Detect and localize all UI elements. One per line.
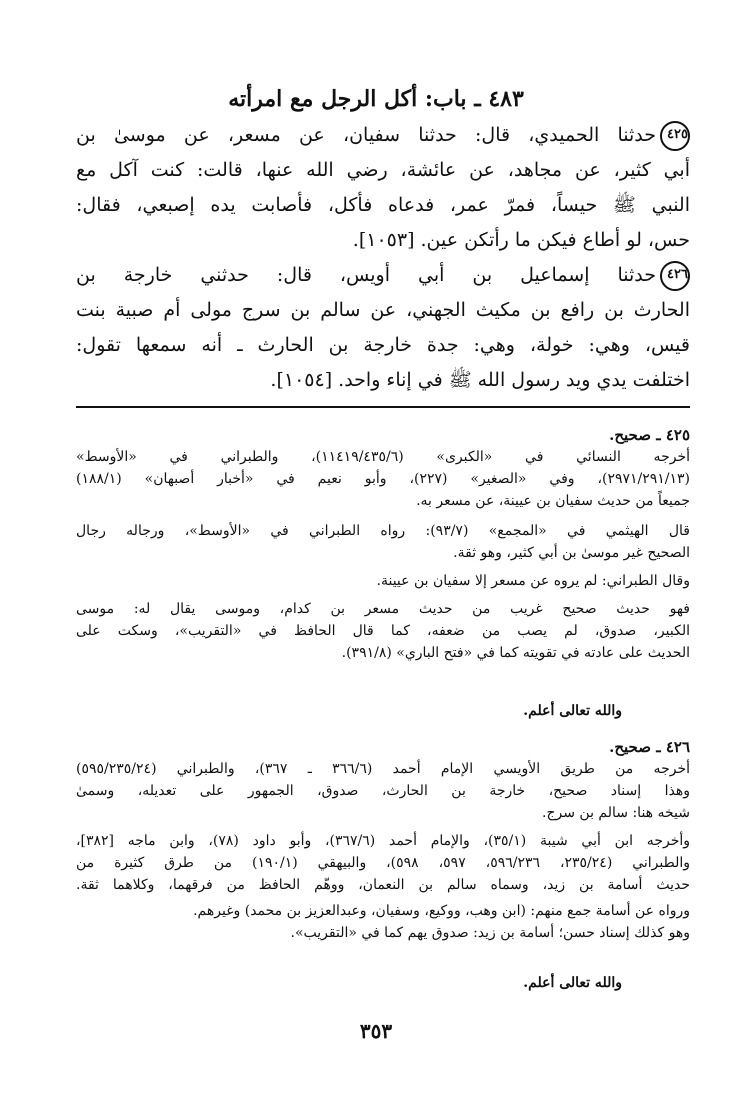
chapter-title: ٤٨٣ ـ باب: أكل الرجل مع امرأته (228, 86, 524, 112)
hadith-line: الحارث بن رافع بن مكيث الجهني، عن سالم بن سرج مولى أم صبية بنت (76, 299, 690, 321)
note-head-425: ٤٢٥ ـ صحيح. (609, 426, 690, 444)
hadith-text: حدثنا الحميدي، قال: حدثنا سفيان، عن مسعر، عن موسىٰ بن (76, 124, 656, 146)
note-line: وهو كذلك إسناد حسن؛ أسامة بن زيد: صدوق يهم كما في «التقريب». (290, 925, 690, 941)
page-number: ٣٥٣ (359, 1019, 393, 1043)
note-425 (76, 446, 690, 664)
footnote-divider (76, 406, 690, 408)
note-line: ورواه عن أسامة جمع منهم: (ابن وهب، ووكيع، وسفيان، وعبدالعزيز بن محمد) وغيرهم. (193, 903, 690, 919)
closing-formula: والله تعالى أعلم. (523, 975, 622, 991)
note-line: (٢٩٧١/٢٩١/١٣)، وفي «الصغير» (٢٢٧)، وأبو نعيم في «أخبار أصبهان» (١٨٨/١) (76, 471, 690, 487)
closing-formula: والله تعالى أعلم. (523, 703, 622, 719)
note-line: شيخه هنا: سالم بن سرج. (542, 805, 690, 821)
hadith-line: حس، لو أطاع فيكن ما رأتكن عين. [١٠٥٣]. (352, 229, 690, 251)
hadith-425 (76, 118, 690, 258)
note-line: أخرجه من طريق الأويسي الإمام أحمد (٣٦٦/٦ ـ ٣٦٧)، والطبراني (٥٩٥/٢٣٥/٢٤) (76, 761, 690, 777)
note-426 (76, 758, 690, 944)
note-line: وأخرجه ابن أبي شيبة (٣٥/١)، والإمام أحمد (٣٦٧/٦)، وأبو داود (٧٨)، وابن ماجه [٣٨٢]، (76, 833, 690, 849)
note-line: والطبراني (٢٣٥/٢٤، ٥٩٦/٢٣٦، ٥٩٧، ٥٩٨)، والبيهقي (١٩٠/١) من طرق كثيرة من (76, 855, 690, 871)
hadith-line: قيس، وهي: خولة، وهي: جدة خارجة بن الحارث ـ أنه سمعها تقول: (76, 334, 690, 356)
note-line: فهو حديث صحيح غريب من حديث مسعر بن كدام، وموسى يقال له: موسى (76, 601, 690, 617)
note-line: الكبير، صدوق، لم يصب من ضعفه، كما قال الحافظ في «التقريب»، وسكت على (76, 623, 690, 639)
hadith-number-badge: ٤٢٦ (660, 261, 690, 291)
note-line: وقال الطبراني: لم يروه عن مسعر إلا سفيان بن عيينة. (376, 573, 690, 589)
note-line: جميعاً من حديث سفيان بن عيينة، عن مسعر به. (416, 493, 690, 509)
note-line: وهذا إسناد صحيح، خارجة بن الحارث، صدوق، الجمهور على تعديله، وسمىٰ (76, 783, 690, 799)
hadith-426 (76, 258, 690, 398)
hadith-line: النبي ﷺ حيساً، فمرّ عمر، فدعاه فأكل، فأصابت يده إصبعي، فقال: (76, 194, 690, 216)
hadith-line: اختلفت يدي ويد رسول الله ﷺ في إناء واحد. [١٠٥٤]. (270, 369, 690, 391)
note-line: حديث أسامة بن زيد، وسماه سالم بن النعمان، ووهّم الحافظ من فرقهما، وكلاهما ثقة. (76, 877, 690, 893)
hadith-number-badge: ٤٢٥ (660, 121, 690, 151)
hadith-line: أبي كثير، عن مجاهد، عن عائشة، رضي الله عنها، قالت: كنت آكل مع (76, 159, 690, 181)
hadith-line (76, 118, 690, 153)
note-line: أخرجه النسائي في «الكبرى» (١١٤١٩/٤٣٥/٦)، والطبراني في «الأوسط» (76, 449, 690, 465)
note-line: الصحيح غير موسىٰ بن أبي كثير، وهو ثقة. (453, 545, 690, 561)
note-line: الحديث على عادته في تقويته كما في «فتح الباري» (٣٩١/٨). (341, 645, 690, 661)
note-head-426: ٤٢٦ ـ صحيح. (609, 738, 690, 756)
note-line: قال الهيثمي في «المجمع» (٩٣/٧): رواه الطبراني في «الأوسط»، ورجاله رجال (76, 523, 690, 539)
hadith-line (76, 258, 690, 293)
hadith-text: حدثنا إسماعيل بن أبي أويس، قال: حدثني خارجة بن (76, 264, 656, 286)
